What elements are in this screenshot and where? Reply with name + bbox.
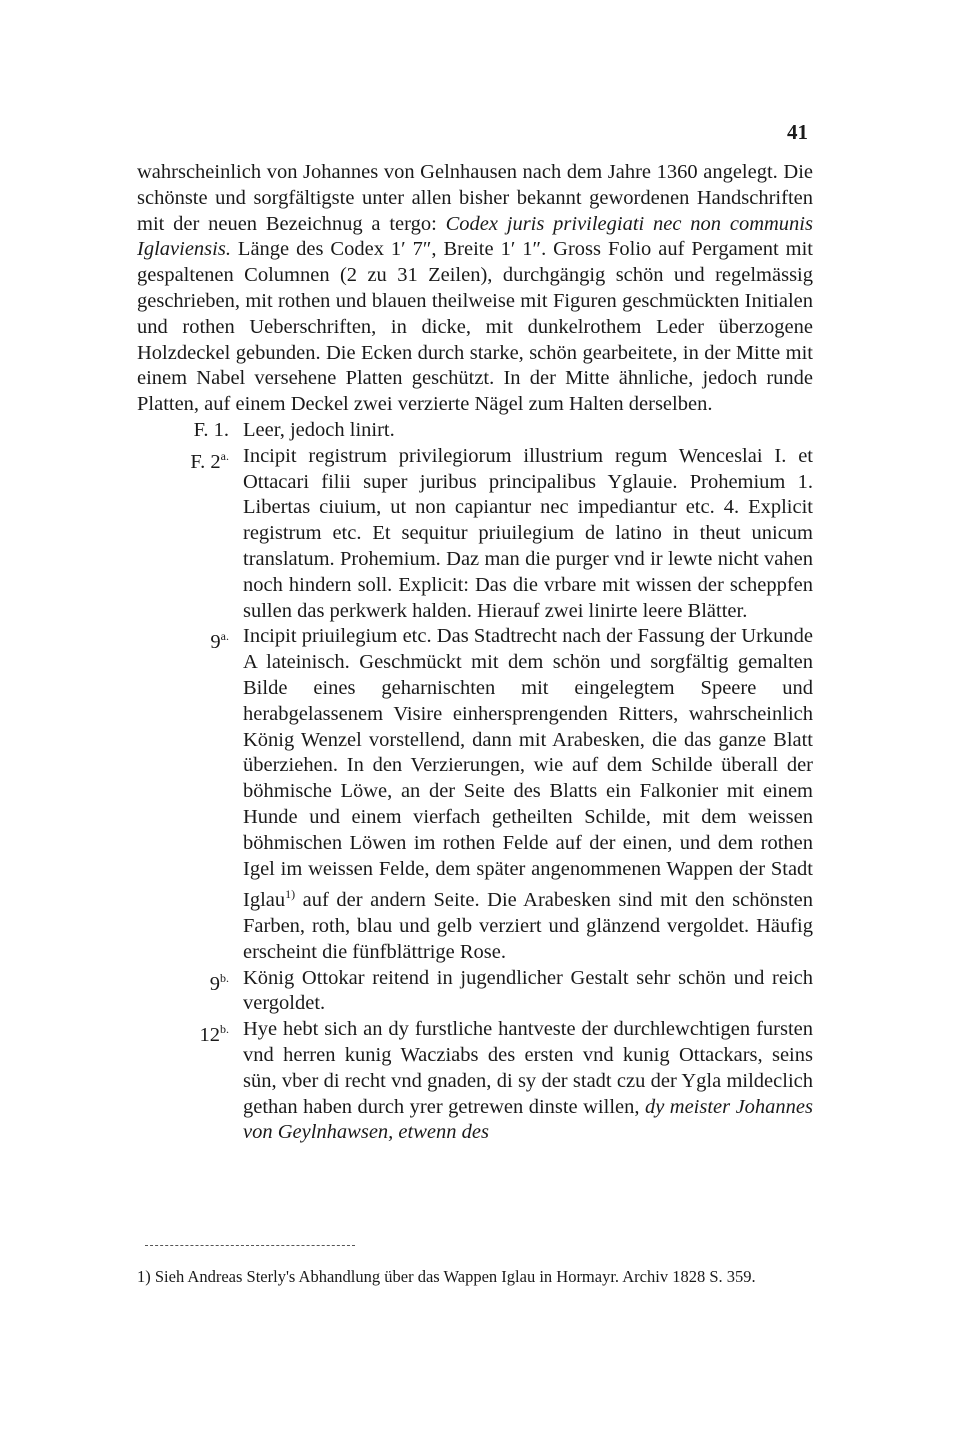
footnote	[137, 1266, 813, 1287]
entry-label	[137, 966, 243, 998]
entry-label-sup: b.	[220, 1022, 229, 1037]
entry-folio-2a	[137, 444, 813, 625]
entry-label-text: F. 2	[190, 450, 221, 473]
entry-text-part-1: Incipit priuilegium etc. Das Stadtrecht nach der Fassung der Urkunde A lateinisch. Geschmückt mit dem schön und sorgfältig gemalten Bilde eines geharnischten mit eingelegtem Speere und herabgelassenem Visire einhersprengenden Ritters, wahrscheinlich König Wenzel vorstellend, dann mit Arabesken, die das ganze Blatt überziehen. In den Verzierungen, wie auf dem Schilde überall der böhmische Löwe, an der Seite des Blatts ein Falkonier mit einem Hunde und einem vierfach getheilten Schilde, mit dem weissen böhmischen Löwen im rothen Felde auf der einen, und dem rothen Igel im weissen Felde, dem später angenommenen Wappen der Stadt Iglau	[243, 625, 813, 912]
entry-text: Incipit registrum privilegiorum illustrium regum Wenceslai I. et Ottacari filii super juribus principalibus Yglauie. Prohemium 1. Libertas ciuium, ut non capiantur nec impediantur etc. 4. Explicit registrum etc. Et sequitur priuilegium de latino in theut unicum translatum. Prohemium. Daz man die purger vnd ir lewte nicht vahen noch hindern soll. Explicit: Das die vrbare mit wissen der scheppfen sullen das perkwerk halden. Hierauf zwei linirte leere Blätter.	[243, 444, 813, 622]
entry-text: Leer, jedoch linirt.	[243, 418, 395, 441]
entry-text	[243, 624, 813, 965]
page-number: 41	[787, 120, 808, 144]
entry-label	[137, 624, 243, 656]
footnote-divider	[145, 1245, 355, 1246]
intro-text-2: Länge des Codex 1′ 7″, Breite 1′ 1″. Gross Folio auf Pergament mit gespaltenen Columnen (2 zu 31 Zeilen), durchgängig schön und regelmässig geschrieben, mit rothen und blauen theilweise mit Figuren geschmückten Initialen und rothen Ueberschriften, in dicke, mit dunkelrothem Leder überzogene Holzdeckel gebunden. Die Ecken durch starke, schön gearbeitete, in der Mitte mit einem Nabel versehene Platten geschützt. In der Mitte ähnliche, jedoch runde Platten, auf einem Deckel zwei verzierte Nägel zum Halten derselben.	[137, 238, 813, 416]
footnote-reference[interactable]: 1)	[285, 887, 296, 902]
entry-folio-9b	[137, 966, 813, 1018]
entry-text-italic: dy meister Johannes von Geylnhawsen, etwenn des	[243, 1095, 813, 1144]
entry-label	[137, 418, 243, 444]
entry-label-sup: b.	[220, 970, 229, 985]
intro-text-1: wahrscheinlich von Johannes von Gelnhausen nach dem Jahre 1360 angelegt. Die schönste und sorgfältigste unter allen bisher bekannt gewordenen Handschriften mit der neuen Bezeichnug a tergo:	[137, 161, 813, 235]
entry-folio-1	[137, 418, 813, 444]
entry-text-part-2: auf der andern Seite. Die Arabesken sind mit den schönsten Farben, roth, blau und gelb verziert und glänzend vergoldet. Häufig erscheint die fünfblättrige Rose.	[243, 889, 813, 963]
entry-folio-9a	[137, 624, 813, 965]
entry-folio-12b	[137, 1017, 813, 1146]
main-text	[137, 160, 813, 1146]
footnote-text: Sieh Andreas Sterly's Abhandlung über das Wappen Iglau in Hormayr. Archiv 1828 S. 359.	[150, 1267, 756, 1286]
footnote-mark: 1)	[137, 1267, 151, 1286]
entry-text	[243, 1017, 813, 1146]
entry-label-text: F. 1.	[193, 418, 229, 441]
entry-label-text: 9	[210, 631, 221, 654]
entry-text: König Ottokar reitend in jugendlicher Gestalt sehr schön und reich vergoldet.	[243, 966, 813, 1015]
intro-paragraph	[137, 160, 813, 418]
entry-label	[137, 1017, 243, 1049]
entry-label	[137, 444, 243, 476]
entry-label-text: 9	[209, 972, 220, 995]
entry-label-sup: a.	[220, 448, 229, 463]
entry-text-part-1: Hye hebt sich an dy furstliche hantveste der durchlewchtigen fursten vnd herren kunig Wacziabs des ersten vnd kunig Ottackars, seins sün, vber di recht vnd gnaden, di sy der stadt czu der Ygla mildeclich gethan haben durch yrer getrewen dinste willen,	[243, 1018, 813, 1118]
entry-label-sup: a.	[220, 629, 229, 644]
entry-label-text: 12	[199, 1023, 220, 1046]
codex-title: Codex juris privilegiati nec non communis Iglaviensis.	[137, 212, 813, 261]
